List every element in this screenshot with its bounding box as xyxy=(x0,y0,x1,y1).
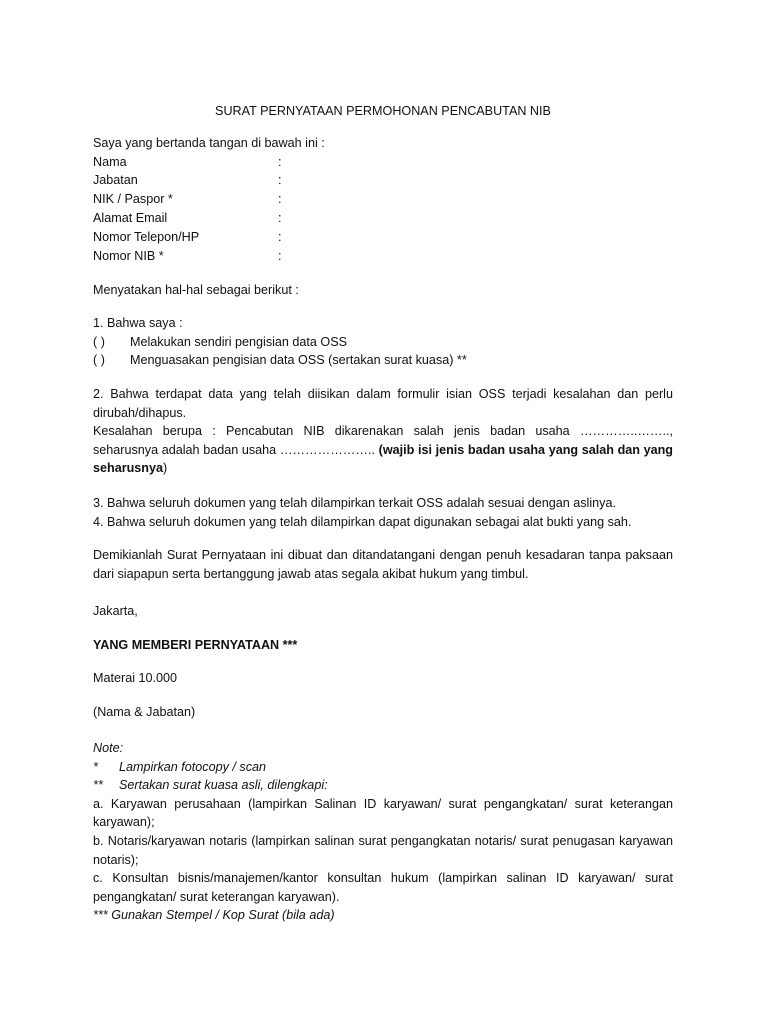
note-stamp: *** Gunakan Stempel / Kop Surat (bila ada) xyxy=(93,908,335,923)
note-row xyxy=(93,776,673,795)
field-colon: : xyxy=(278,154,282,169)
statement-intro: Menyatakan hal-hal sebagai berikut : xyxy=(93,283,299,297)
field-label: Nomor NIB * xyxy=(93,248,164,263)
field-colon: : xyxy=(278,192,282,207)
option-text: Menguasakan pengisian data OSS (sertakan surat kuasa) ** xyxy=(130,353,467,368)
note-a: a. Karyawan perusahaan (lampirkan Salinan ID karyawan/ surat pengangkatan/ surat keterangan karyawan); xyxy=(93,796,673,830)
note-c: c. Konsultan bisnis/manajemen/kantor konsultan hukum (lampirkan salinan ID karyawan/ surat pengangkatan/ surat keterangan karyawan). xyxy=(93,871,673,904)
item-3-text: 3. Bahwa seluruh dokumen yang telah dilampirkan terkait OSS adalah sesuai dengan aslinya. xyxy=(93,496,616,510)
name-title-line: (Nama & Jabatan) xyxy=(93,705,196,719)
checkbox-placeholder: ( ) xyxy=(93,334,105,349)
note-mark: * xyxy=(93,759,98,774)
field-label: Nama xyxy=(93,154,127,169)
field-colon: : xyxy=(278,173,282,188)
error-description: Kesalahan berupa : Pencabutan NIB dikarenakan salah jenis badan usaha …………..…….., seharusnya adalah badan usaha ………………….. xyxy=(93,424,673,457)
field-label: NIK / Paspor * xyxy=(93,192,173,207)
field-row xyxy=(93,153,673,172)
field-label: Nomor Telepon/HP xyxy=(93,229,200,244)
item-2-error xyxy=(93,422,673,478)
field-label: Jabatan xyxy=(93,173,138,188)
identity-section xyxy=(93,134,673,265)
note-text: Sertakan surat kuasa asli, dilengkapi: xyxy=(119,778,328,793)
items-3-4 xyxy=(93,494,673,531)
note-mark: ** xyxy=(93,778,103,793)
field-colon: : xyxy=(278,248,282,263)
field-row xyxy=(93,209,673,228)
place-date: Jakarta, xyxy=(93,604,138,618)
field-label: Alamat Email xyxy=(93,210,168,225)
note-b: b. Notaris/karyawan notaris (lampirkan salinan surat pengangkatan notaris/ surat penugasan karyawan notaris); xyxy=(93,833,673,867)
item-1-heading: 1. Bahwa saya : xyxy=(93,316,183,330)
error-instruction: (wajib isi jenis badan usaha yang salah dan yang seharusnya xyxy=(93,442,673,476)
note-text: Lampirkan fotocopy / scan xyxy=(119,759,267,774)
field-row xyxy=(93,171,673,190)
error-instruction-end: ) xyxy=(163,461,168,476)
note-row xyxy=(93,758,673,777)
document-title: SURAT PERNYATAAN PERMOHONAN PENCABUTAN NIB xyxy=(215,104,551,118)
note-heading: Note: xyxy=(93,741,124,755)
item-2-text: 2. Bahwa terdapat data yang telah diisikan dalam formulir isian OSS terjadi kesalahan dan perlu dirubah/dihapus. xyxy=(93,387,673,420)
item-1 xyxy=(93,314,673,370)
option-row xyxy=(93,333,673,352)
item-4-text: 4. Bahwa seluruh dokumen yang telah dilampirkan dapat digunakan sebagai alat bukti yang sah. xyxy=(93,514,632,529)
field-row xyxy=(93,247,673,266)
option-text: Melakukan sendiri pengisian data OSS xyxy=(130,334,348,349)
field-row xyxy=(93,190,673,209)
closing-paragraph: Demikianlah Surat Pernyataan ini dibuat dan ditandatangani dengan penuh kesadaran tanpa paksaan dari siapapun serta bertanggung jawab atas segala akibat hukum yang timbul. xyxy=(93,548,673,581)
notes-section xyxy=(93,739,673,925)
field-colon: : xyxy=(278,229,282,244)
signer-heading: YANG MEMBERI PERNYATAAN *** xyxy=(93,638,298,652)
intro-text: Saya yang bertanda tangan di bawah ini : xyxy=(93,136,325,150)
option-row xyxy=(93,351,673,370)
stamp-duty: Materai 10.000 xyxy=(93,671,178,685)
checkbox-placeholder: ( ) xyxy=(93,353,105,368)
field-row xyxy=(93,228,673,247)
field-colon: : xyxy=(278,210,282,225)
item-2 xyxy=(93,385,673,478)
